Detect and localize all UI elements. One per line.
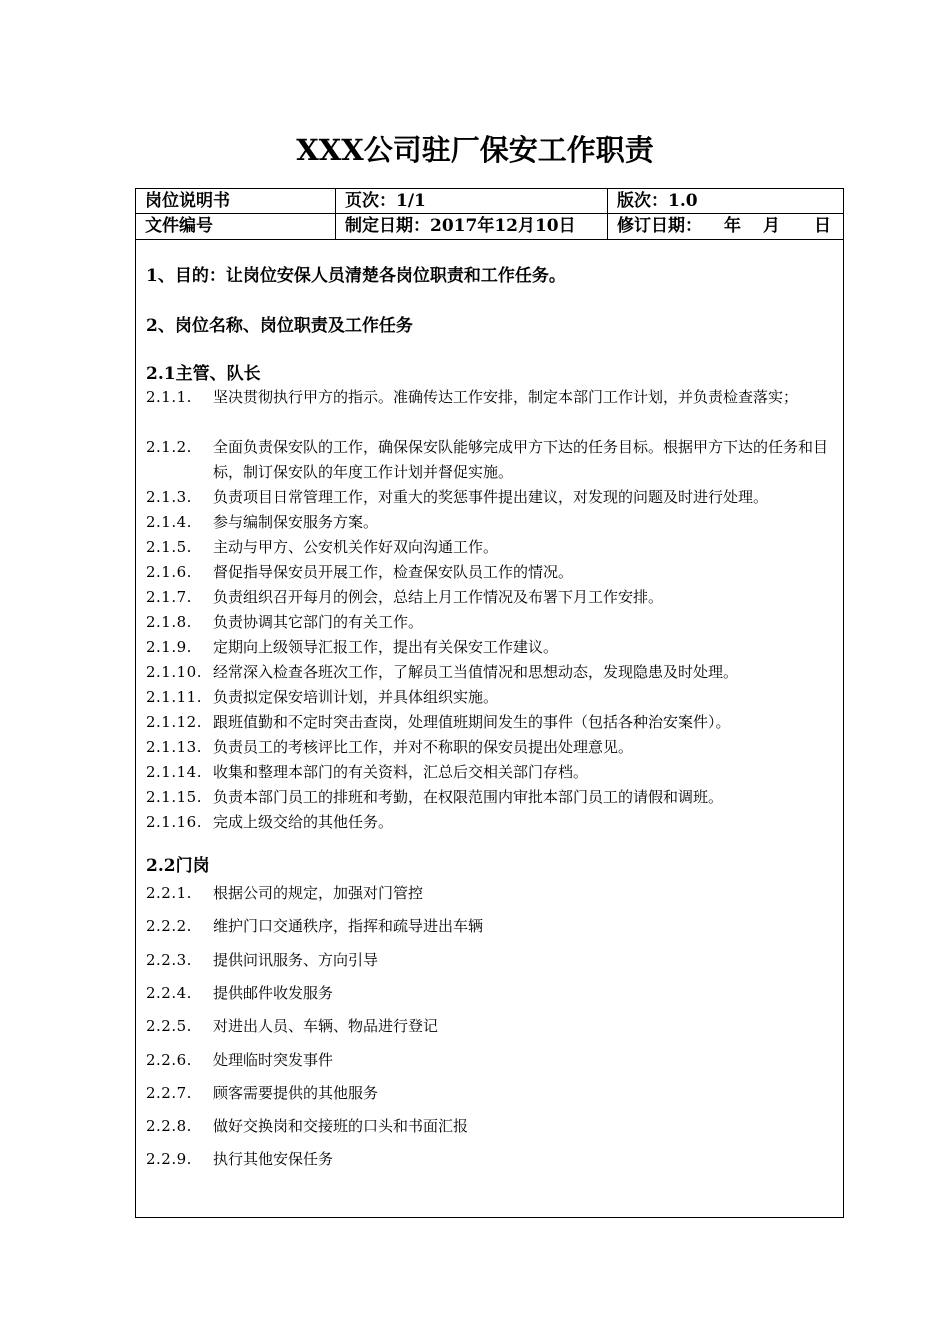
item-number: 2.1.9. (146, 638, 192, 656)
item-number: 2.1.8. (146, 613, 192, 631)
document-frame (135, 188, 844, 1218)
section-2-1-heading: 2.1主管、队长 (146, 364, 261, 384)
file-number-cell: 文件编号 (136, 214, 336, 239)
version-cell: 版次：1.0 (617, 191, 698, 211)
section-2-heading: 2、岗位名称、岗位职责及工作任务 (146, 316, 413, 336)
item-text: 负责协调其它部门的有关工作。 (213, 613, 424, 631)
item-number: 2.1.2. (146, 438, 192, 456)
item-number: 2.1.16. (146, 813, 202, 831)
document-title: XXX公司驻厂保安工作职责 (296, 133, 654, 167)
item-number: 2.2.9. (146, 1150, 192, 1169)
item-text: 主动与甲方、公安机关作好双向沟通工作。 (213, 538, 499, 556)
header-row-1 (136, 189, 843, 214)
item-number: 2.1.14. (146, 763, 202, 781)
item-number: 2.1.3. (146, 488, 192, 506)
item-number: 2.1.5. (146, 538, 192, 556)
item-text: 负责拟定保安培训计划，并具体组织实施。 (213, 688, 499, 706)
doc-type-cell: 岗位说明书 (136, 189, 336, 213)
item-number: 2.1.11. (146, 688, 202, 706)
purpose-paragraph: 1、目的：让岗位安保人员清楚各岗位职责和工作任务。 (146, 266, 566, 286)
item-text: 参与编制保安服务方案。 (213, 513, 379, 531)
item-number: 2.2.4. (146, 983, 192, 1002)
item-text: 负责员工的考核评比工作，并对不称职的保安员提出处理意见。 (213, 738, 634, 756)
item-number: 2.1.12. (146, 713, 202, 731)
item-number: 2.1.13. (146, 738, 202, 756)
item-text: 督促指导保安员开展工作，检查保安队员工作的情况。 (213, 563, 574, 581)
header-row-2 (136, 214, 843, 240)
item-number: 2.1.1. (146, 388, 192, 406)
revision-day: 日 (814, 216, 831, 236)
item-text: 顾客需要提供的其他服务 (213, 1083, 379, 1102)
item-number: 2.2.6. (146, 1050, 192, 1069)
item-text: 全面负责保安队的工作，确保保安队能够完成甲方下达的任务目标。根据甲方下达的任务和目标，制订保安队的年度工作计划并督促实施。 (213, 438, 829, 481)
revision-date-cell (608, 214, 845, 239)
item-text: 定期向上级领导汇报工作，提出有关保安工作建议。 (213, 638, 559, 656)
item-number: 2.2.5. (146, 1017, 192, 1036)
section-2-2-heading: 2.2门岗 (146, 856, 210, 876)
item-number: 2.1.15. (146, 788, 202, 806)
item-number: 2.1.6. (146, 563, 192, 581)
item-text: 收集和整理本部门的有关资料，汇总后交相关部门存档。 (213, 763, 589, 781)
item-number: 2.1.10. (146, 663, 202, 681)
item-text: 跟班值勤和不定时突击查岗，处理值班期间发生的事件（包括各种治安案件）。 (213, 713, 731, 731)
created-date-cell: 制定日期：2017年12月10日 (336, 214, 608, 239)
item-number: 2.2.7. (146, 1083, 192, 1102)
item-number: 2.2.8. (146, 1117, 192, 1136)
item-text: 提供问讯服务、方向引导 (213, 950, 379, 969)
revision-year: 年 (724, 216, 741, 236)
item-number: 2.1.4. (146, 513, 192, 531)
item-text: 提供邮件收发服务 (213, 983, 334, 1002)
item-text: 负责本部门员工的排班和考勤，在权限范围内审批本部门员工的请假和调班。 (213, 788, 724, 806)
item-text: 根据公司的规定，加强对门管控 (213, 884, 424, 902)
item-text: 对进出人员、车辆、物品进行登记 (213, 1017, 439, 1036)
revision-label: 修订日期： (617, 216, 702, 236)
revision-month: 月 (763, 216, 780, 236)
item-text: 做好交换岗和交接班的口头和书面汇报 (213, 1117, 469, 1136)
item-text: 负责组织召开每月的例会，总结上月工作情况及布署下月工作安排。 (213, 588, 664, 606)
item-number: 2.2.1. (146, 884, 192, 902)
item-text: 执行其他安保任务 (213, 1150, 334, 1169)
item-text: 坚决贯彻执行甲方的指示。准确传达工作安排，制定本部门工作计划，并负责检查落实； (213, 388, 799, 406)
item-text: 完成上级交给的其他任务。 (213, 813, 394, 831)
item-text: 经常深入检查各班次工作，了解员工当值情况和思想动态，发现隐患及时处理。 (213, 663, 739, 681)
item-number: 2.2.3. (146, 950, 192, 969)
item-number: 2.2.2. (146, 917, 192, 936)
item-text: 维护门口交通秩序，指挥和疏导进出车辆 (213, 917, 484, 936)
item-text: 负责项目日常管理工作，对重大的奖惩事件提出建议，对发现的问题及时进行处理。 (213, 488, 769, 506)
page-number-cell: 页次：1/1 (336, 189, 608, 213)
item-number: 2.1.7. (146, 588, 192, 606)
item-text: 处理临时突发事件 (213, 1050, 334, 1069)
